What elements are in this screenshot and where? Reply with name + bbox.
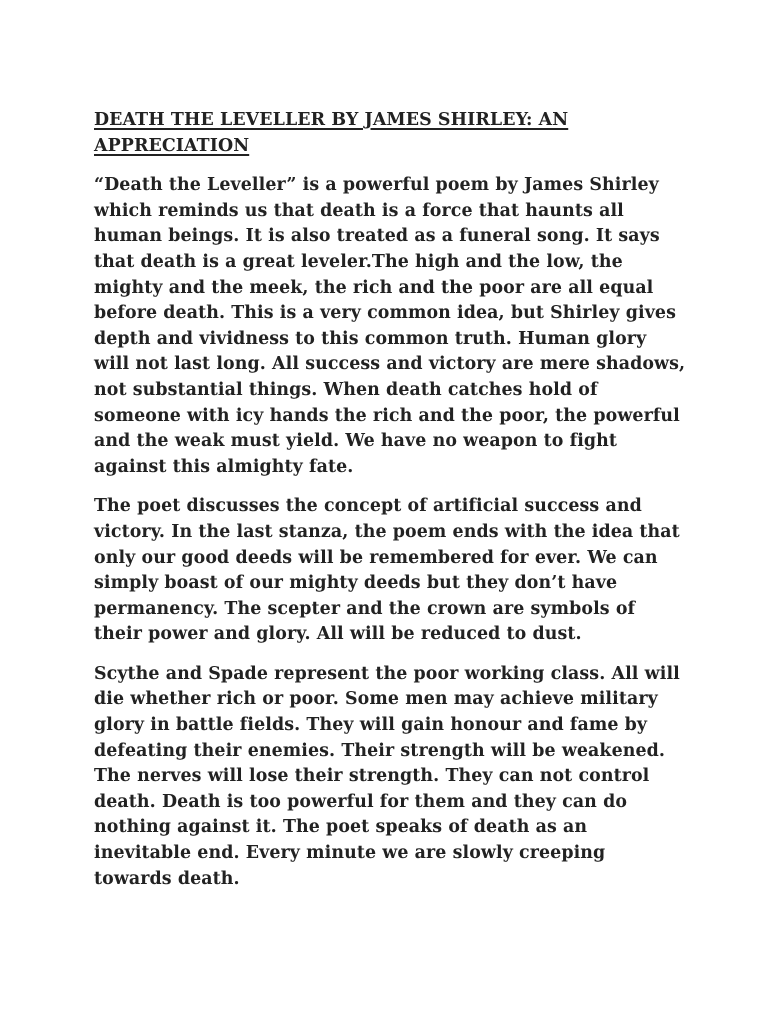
paragraph-2: The poet discusses the concept of artificial success and victory. In the last stanza, the poem ends with the idea that only our good deeds will be remembered for ever. We can simply boast of our mighty deeds but they don’t have permanency. The scepter and the crown are symbols of their power and glory. All will be reduced to dust. [94, 496, 680, 645]
document-body [94, 108, 686, 906]
paragraph-1: “Death the Leveller” is a powerful poem by James Shirley which reminds us that death is a force that haunts all human beings. It is also treated as a funeral song. It says that death is a great leveler.The high and the low, the mighty and the meek, the rich and the poor are all equal before death. This is a very common idea, but Shirley gives depth and vividness to this common truth. Human glory will not last long. All success and victory are mere shadows, not substantial things. When death catches hold of someone with icy hands the rich and the poor, the powerful and the weak must yield. We have no weapon to fight against this almighty fate. [94, 175, 686, 477]
document-title: DEATH THE LEVELLER BY JAMES SHIRLEY: AN APPRECIATION [94, 110, 569, 156]
paragraph-3: Scythe and Spade represent the poor working class. All will die whether rich or poor. Some men may achieve military glory in battle fields. They will gain honour and fame by defeating their enemies. Their strength will be weakened. The nerves will lose their strength. They can not control death. Death is too powerful for them and they can do nothing against it. The poet speaks of death as an inevitable end. Every minute we are slowly creeping towards death. [94, 663, 680, 889]
